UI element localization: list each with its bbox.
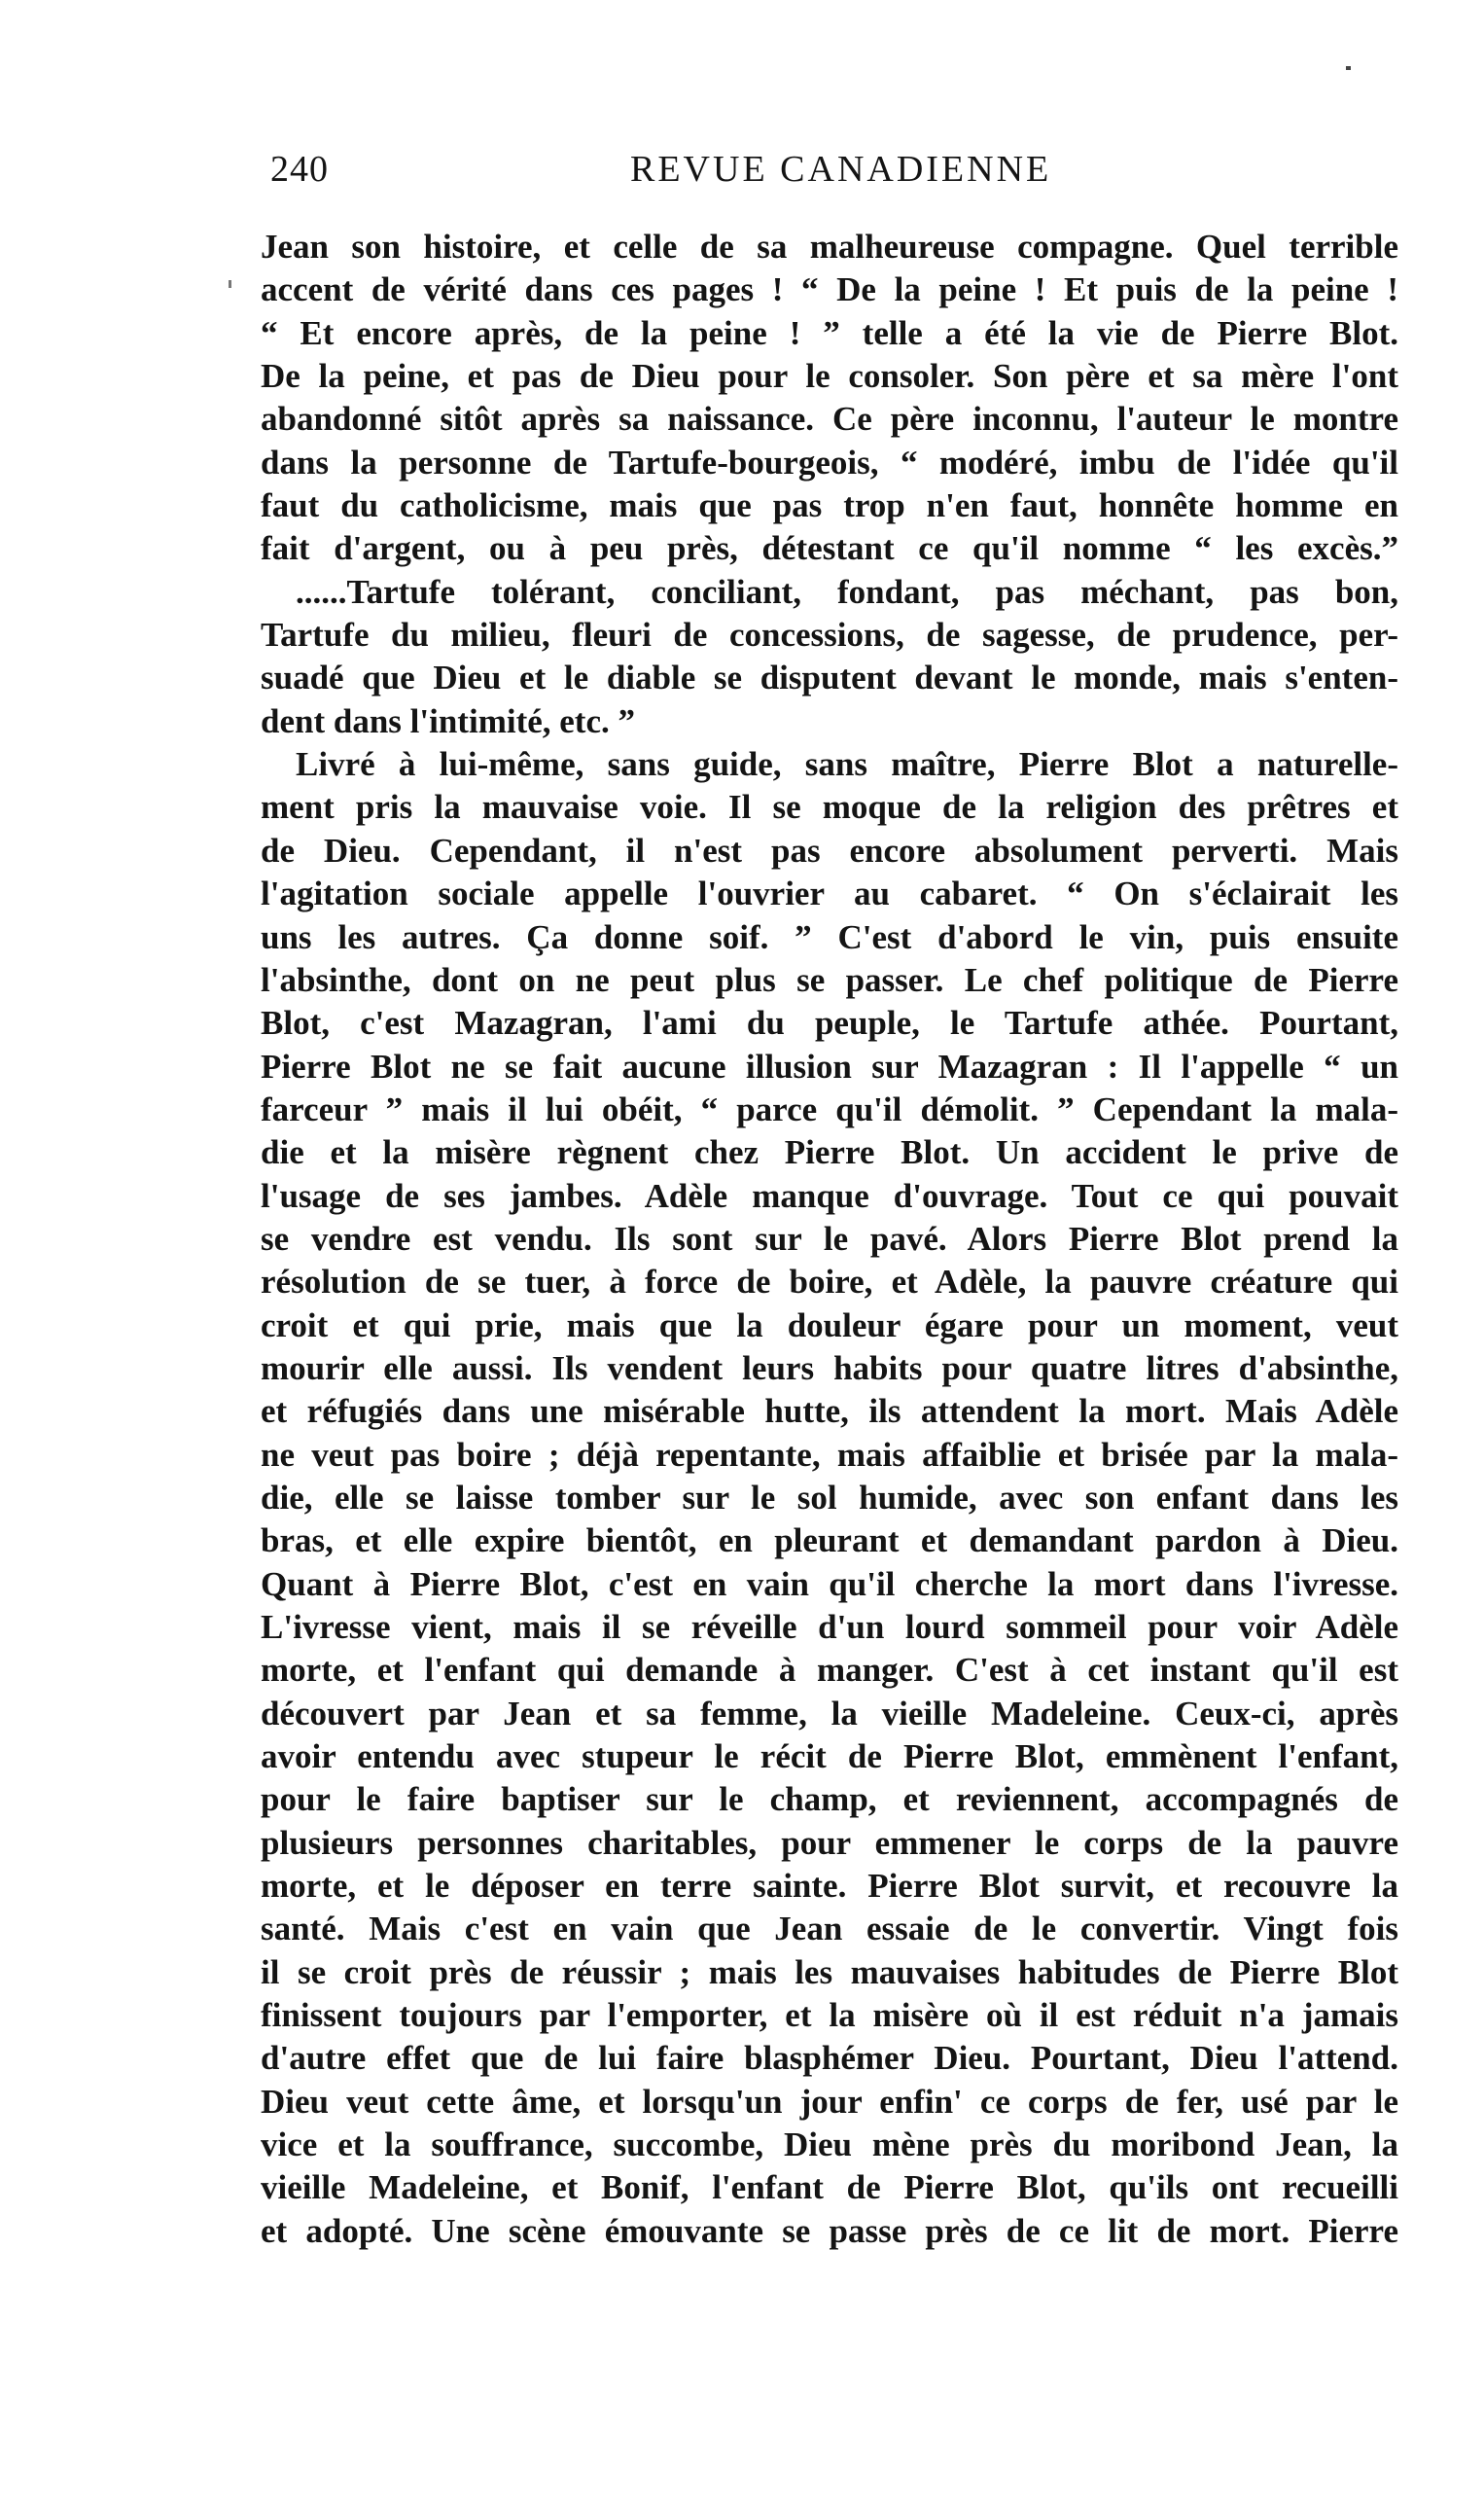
running-title: REVUE CANADIENNE bbox=[630, 149, 1052, 190]
text-line: morte, et le déposer en terre sainte. Pierre Blot survit, et recouvre la bbox=[261, 1867, 1398, 1906]
text-line: L'ivresse vient, mais il se réveille d'un lourd sommeil pour voir Adèle bbox=[261, 1608, 1398, 1646]
text-line: découvert par Jean et sa femme, la vieille Madeleine. Ceux-ci, après bbox=[261, 1694, 1398, 1732]
page-header bbox=[270, 148, 1418, 196]
text-line: die, elle se laisse tomber sur le sol humide, avec son enfant dans les bbox=[261, 1478, 1398, 1517]
text-line: d'autre effet que de lui faire blasphémer Dieu. Pourtant, Dieu l'attend. bbox=[261, 2039, 1398, 2078]
text-line: de Dieu. Cependant, il n'est pas encore absolument perverti. Mais bbox=[261, 831, 1398, 870]
text-line: faut du catholicisme, mais que pas trop n'en faut, honnête homme en bbox=[261, 486, 1398, 525]
text-line: De la peine, et pas de Dieu pour le consoler. Son père et sa mère l'ont bbox=[261, 357, 1398, 396]
text-line: avoir entendu avec stupeur le récit de Pierre Blot, emmènent l'enfant, bbox=[261, 1737, 1398, 1776]
text-line: fait d'argent, ou à peu près, détestant ce qu'il nomme “ les excès.” bbox=[261, 529, 1398, 568]
text-line: “ Et encore après, de la peine ! ” telle a été la vie de Pierre Blot. bbox=[261, 313, 1398, 352]
text-line: farceur ” mais il lui obéit, “ parce qu'il démolit. ” Cependant la mala- bbox=[261, 1089, 1398, 1128]
text-line: l'usage de ses jambes. Adèle manque d'ouvrage. Tout ce qui pouvait bbox=[261, 1176, 1398, 1215]
text-line: abandonné sitôt après sa naissance. Ce père inconnu, l'auteur le montre bbox=[261, 400, 1398, 439]
scan-margin-mark bbox=[229, 280, 231, 288]
text-line: vice et la souffrance, succombe, Dieu mène près du moribond Jean, la bbox=[261, 2125, 1398, 2164]
text-line: suadé que Dieu et le diable se disputent devant le monde, mais s'enten- bbox=[261, 659, 1398, 697]
text-line: se vendre est vendu. Ils sont sur le pavé. Alors Pierre Blot prend la bbox=[261, 1219, 1398, 1258]
page-number: 240 bbox=[270, 149, 329, 190]
text-line: mourir elle aussi. Ils vendent leurs habits pour quatre litres d'absinthe, bbox=[261, 1348, 1398, 1387]
text-line: pour le faire baptiser sur le champ, et reviennent, accompagnés de bbox=[261, 1780, 1398, 1819]
text-line: Tartufe du milieu, fleuri de concessions, de sagesse, de prudence, per- bbox=[261, 616, 1398, 655]
text-line: Dieu veut cette âme, et lorsqu'un jour enfin' ce corps de fer, usé par le bbox=[261, 2082, 1398, 2121]
text-line: Livré à lui-même, sans guide, sans maître, Pierre Blot a naturelle- bbox=[296, 745, 1398, 784]
text-line: bras, et elle expire bientôt, en pleurant et demandant pardon à Dieu. bbox=[261, 1521, 1398, 1560]
text-line: plusieurs personnes charitables, pour emmener le corps de la pauvre bbox=[261, 1823, 1398, 1862]
text-line: vieille Madeleine, et Bonif, l'enfant de Pierre Blot, qu'ils ont recueilli bbox=[261, 2168, 1398, 2207]
text-line: die et la misère règnent chez Pierre Blot. Un accident le prive de bbox=[261, 1133, 1398, 1172]
text-line: et adopté. Une scène émouvante se passe près de ce lit de mort. Pierre bbox=[261, 2211, 1398, 2250]
text-line: accent de vérité dans ces pages ! “ De la peine ! Et puis de la peine ! bbox=[261, 270, 1398, 309]
text-line: ne veut pas boire ; déjà repentante, mais affaiblie et brisée par la mala- bbox=[261, 1435, 1398, 1474]
text-line: Pierre Blot ne se fait aucune illusion sur Mazagran : Il l'appelle “ un bbox=[261, 1047, 1398, 1086]
text-line: morte, et l'enfant qui demande à manger. C'est à cet instant qu'il est bbox=[261, 1651, 1398, 1690]
text-line: résolution de se tuer, à force de boire, et Adèle, la pauvre créature qui bbox=[261, 1263, 1398, 1302]
text-line: uns les autres. Ça donne soif. ” C'est d'abord le vin, puis ensuite bbox=[261, 917, 1398, 956]
text-line: croit et qui prie, mais que la douleur égare pour un moment, veut bbox=[261, 1305, 1398, 1344]
text-line: il se croit près de réussir ; mais les mauvaises habitudes de Pierre Blot bbox=[261, 1952, 1398, 1991]
body-text bbox=[261, 226, 1398, 2253]
text-line: santé. Mais c'est en vain que Jean essaie de le convertir. Vingt fois bbox=[261, 1910, 1398, 1948]
text-line: dans la personne de Tartufe-bourgeois, “ modéré, imbu de l'idée qu'il bbox=[261, 443, 1398, 482]
text-line: dent dans l'intimité, etc. ” bbox=[261, 701, 635, 740]
text-line: ment pris la mauvaise voie. Il se moque de la religion des prêtres et bbox=[261, 788, 1398, 827]
text-line: ......Tartufe tolérant, conciliant, fondant, pas méchant, pas bon, bbox=[296, 572, 1398, 611]
text-line: l'agitation sociale appelle l'ouvrier au cabaret. “ On s'éclairait les bbox=[261, 875, 1398, 913]
text-line: et réfugiés dans une misérable hutte, ils attendent la mort. Mais Adèle bbox=[261, 1392, 1398, 1431]
scan-edge-mark bbox=[1346, 66, 1351, 70]
text-line: finissent toujours par l'emporter, et la misère où il est réduit n'a jamais bbox=[261, 1996, 1398, 2035]
text-line: Blot, c'est Mazagran, l'ami du peuple, le Tartufe athée. Pourtant, bbox=[261, 1004, 1398, 1043]
text-line: Quant à Pierre Blot, c'est en vain qu'il cherche la mort dans l'ivresse. bbox=[261, 1564, 1398, 1603]
text-line: Jean son histoire, et celle de sa malheureuse compagne. Quel terrible bbox=[261, 228, 1398, 266]
text-line: l'absinthe, dont on ne peut plus se passer. Le chef politique de Pierre bbox=[261, 960, 1398, 999]
